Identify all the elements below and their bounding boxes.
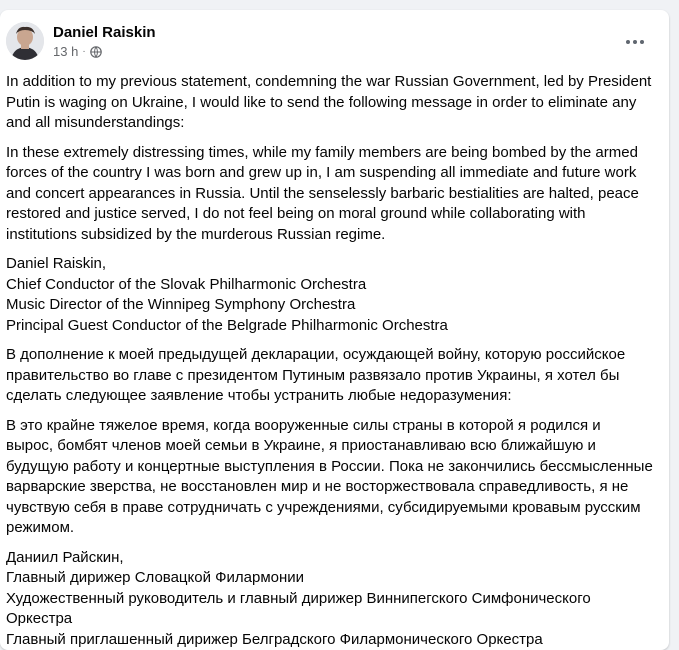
post-text-line: Главный приглашенный дирижер Белградского Филармонического Оркестра <box>6 630 656 650</box>
post-text-line: institutions subsidized by the murderous Russian regime. <box>6 225 656 246</box>
post-meta <box>53 44 102 59</box>
post-text-line: Chief Conductor of the Slovak Philharmonic Orchestra <box>6 275 656 296</box>
post-text-line: Художественный руководитель и главный дирижер Виннипегского Симфонического <box>6 589 656 610</box>
post-text-line: режимом. <box>6 518 656 539</box>
post-text-line: В это крайне тяжелое время, когда вооруженные силы страны в которой я родился и <box>6 416 656 437</box>
post-text-line: сделать следующее заявление чтобы устранить любые недоразумения: <box>6 386 656 407</box>
post-text-line: вырос, бомбят членов моей семьи в Украине, я приостанавливаю всю ближайшую и <box>6 436 656 457</box>
meta-separator: · <box>82 46 85 57</box>
post-text-line: Daniel Raiskin, <box>6 254 656 275</box>
author-avatar[interactable] <box>6 22 44 60</box>
signature-en <box>6 254 656 336</box>
statement-intro-ru <box>6 345 656 407</box>
post-text-line: чувствую себя в праве сотрудничать с учреждениями, субсидируемыми кровавым русским <box>6 498 656 519</box>
post-timestamp[interactable]: 13 h <box>53 44 78 59</box>
signature-ru <box>6 548 656 650</box>
more-options-button[interactable] <box>617 30 653 54</box>
post-header <box>0 10 669 68</box>
statement-intro-en <box>6 72 656 134</box>
post-text-line: Music Director of the Winnipeg Symphony Orchestra <box>6 295 656 316</box>
post-text-line: restored and justice served, I do not feel being on moral ground while collaborating with <box>6 204 656 225</box>
author-name[interactable]: Daniel Raiskin <box>53 24 156 41</box>
post-text-line: Principal Guest Conductor of the Belgrade Philharmonic Orchestra <box>6 316 656 337</box>
more-options-icon <box>626 40 630 44</box>
statement-body-ru <box>6 416 656 539</box>
post-text <box>6 72 656 650</box>
post-text-line: In these extremely distressing times, while my family members are being bombed by the armed <box>6 143 656 164</box>
post-card <box>0 10 669 650</box>
post-text-line: будущую работу и концертные выступления в России. Пока не закончились бессмысленные <box>6 457 656 478</box>
avatar-photo-icon <box>6 22 44 60</box>
post-text-line: Главный дирижер Словацкой Филармонии <box>6 568 656 589</box>
post-text-line: Даниил Райскин, <box>6 548 656 569</box>
post-text-line: and concert appearances in Russia. Until the senselessly barbaric bestialities are halted, peace <box>6 184 656 205</box>
post-text-line: In addition to my previous statement, condemning the war Russian Government, led by President <box>6 72 656 93</box>
post-text-line: Оркестра <box>6 609 656 630</box>
post-text-line: and all misunderstandings: <box>6 113 656 134</box>
globe-icon[interactable] <box>90 46 102 58</box>
post-text-line: правительство во главе с президентом Путиным развязало против Украины, я хотел бы <box>6 366 656 387</box>
statement-body-en <box>6 143 656 246</box>
post-text-line: варварские зверства, не восстановлен мир и не восторжествовала справедливость, я не <box>6 477 656 498</box>
post-text-line: В дополнение к моей предыдущей декларации, осуждающей войну, которую российское <box>6 345 656 366</box>
post-text-line: Putin is waging on Ukraine, I would like to send the following message in order to eliminate any <box>6 93 656 114</box>
post-text-line: forces of the country I was born and grew up in, I am suspending all immediate and future work <box>6 163 656 184</box>
